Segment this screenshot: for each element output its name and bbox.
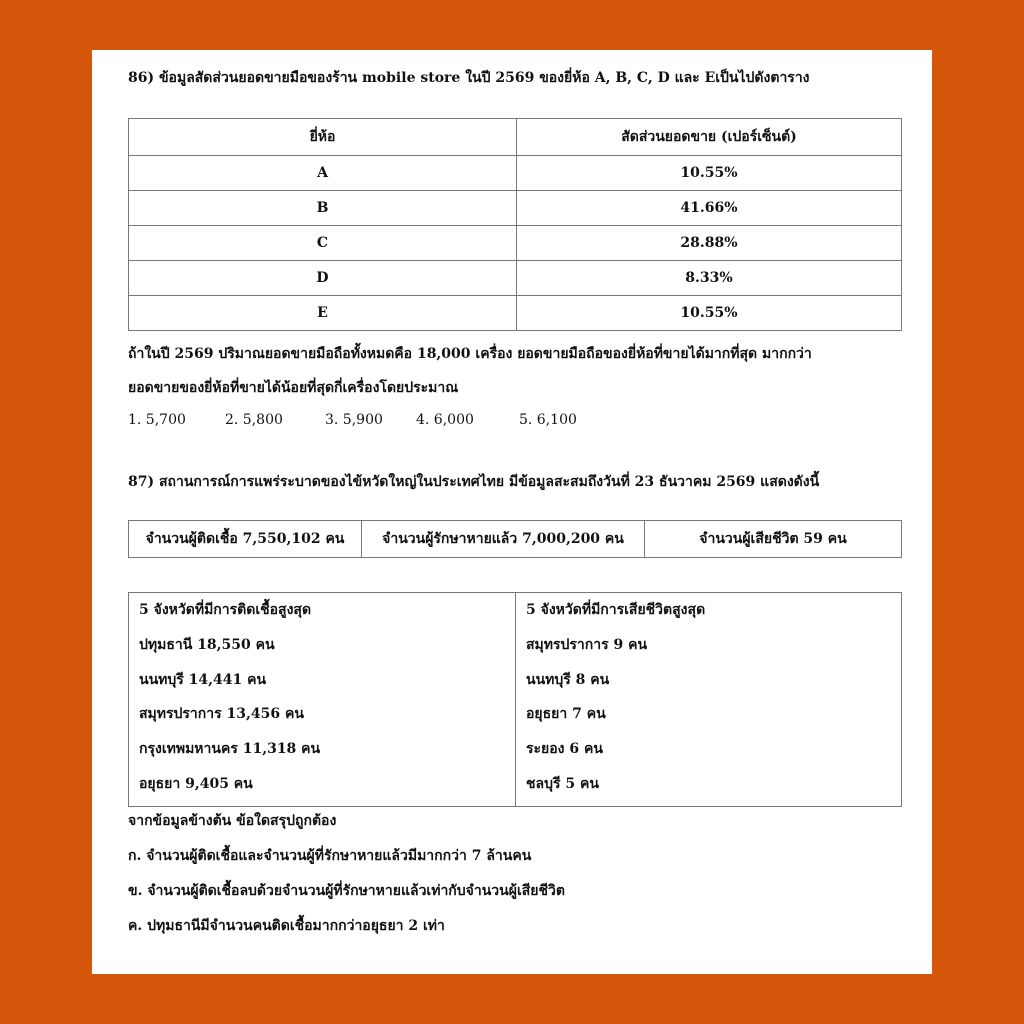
share-cell: 10.55%: [517, 156, 902, 191]
q86-title: 86) ข้อมูลสัดส่วนยอดขายมือของร้าน mobile store ในปี 2569 ของยี่ห้อ A, B, C, D และ Eเป็นไปดังตาราง: [128, 70, 810, 86]
share-cell: 10.55%: [517, 296, 902, 331]
brand-cell: E: [129, 296, 517, 331]
table-row: [129, 156, 902, 191]
list-item: กรุงเทพมหานคร 11,318 คน: [139, 741, 321, 758]
choice-2[interactable]: 2. 5,800: [225, 412, 283, 428]
list-item: อยุธยา 7 คน: [526, 706, 606, 723]
table-row: [129, 226, 902, 261]
statement-a: ก. จำนวนผู้ติดเชื้อและจำนวนผู้ที่รักษาหายแล้วมีมากกว่า 7 ล้านคน: [128, 848, 532, 864]
q87-question: จากข้อมูลข้างต้น ข้อใดสรุปถูกต้อง: [128, 813, 337, 829]
brand-cell: A: [129, 156, 517, 191]
q87-title: 87) สถานการณ์การแพร่ระบาดของไข้หวัดใหญ่ในประเทศไทย มีข้อมูลสะสมถึงวันที่ 23 ธันวาคม 2569 แสดงดังนี้: [128, 474, 820, 490]
statement-b: ข. จำนวนผู้ติดเชื้อลบด้วยจำนวนผู้ที่รักษาหายแล้วเท่ากับจำนวนผู้เสียชีวิต: [128, 883, 565, 899]
share-cell: 8.33%: [517, 261, 902, 296]
list-item: สมุทรปราการ 9 คน: [526, 636, 648, 653]
deaths-header: 5 จังหวัดที่มีการเสียชีวิตสูงสุด: [526, 602, 706, 618]
summary-deaths: จำนวนผู้เสียชีวิต 59 คน: [645, 521, 902, 558]
summary-row: [129, 521, 902, 558]
table-header-row: [129, 119, 902, 156]
choice-5[interactable]: 5. 6,100: [519, 412, 577, 428]
q87-summary-table: [128, 520, 902, 558]
summary-recovered: จำนวนผู้รักษาหายแล้ว 7,000,200 คน: [362, 521, 645, 558]
q87-province-table: [128, 592, 902, 807]
list-item: ปทุมธานี 18,550 คน: [139, 636, 275, 653]
brand-cell: D: [129, 261, 517, 296]
share-cell: 41.66%: [517, 191, 902, 226]
table-row: [129, 261, 902, 296]
brand-cell: C: [129, 226, 517, 261]
q86-sales-table: [128, 118, 902, 331]
list-item: ระยอง 6 คน: [526, 741, 603, 758]
statement-c: ค. ปทุมธานีมีจำนวนคนติดเชื้อมากกว่าอยุธยา 2 เท่า: [128, 918, 445, 934]
header-brand: ยี่ห้อ: [129, 119, 517, 156]
infections-header: 5 จังหวัดที่มีการติดเชื้อสูงสุด: [139, 602, 312, 618]
list-item: อยุธยา 9,405 คน: [139, 775, 253, 792]
q86-question-line1: ถ้าในปี 2569 ปริมาณยอดขายมือถือทั้งหมดคือ 18,000 เครื่อง ยอดขายมือถือของยี่ห้อที่ขายได้มากที่สุด มากกว่า: [128, 346, 812, 362]
brand-cell: B: [129, 191, 517, 226]
choice-4[interactable]: 4. 6,000: [416, 412, 474, 428]
share-cell: 28.88%: [517, 226, 902, 261]
infections-column: [129, 593, 516, 807]
header-share: สัดส่วนยอดขาย (เปอร์เซ็นต์): [517, 119, 902, 156]
list-item: นนทบุรี 14,441 คน: [139, 671, 267, 688]
summary-infected: จำนวนผู้ติดเชื้อ 7,550,102 คน: [129, 521, 362, 558]
list-item: สมุทรปราการ 13,456 คน: [139, 706, 304, 723]
table-row: [129, 191, 902, 226]
choice-3[interactable]: 3. 5,900: [325, 412, 383, 428]
document-page: [92, 50, 932, 974]
table-row: [129, 296, 902, 331]
list-item: ชลบุรี 5 คน: [526, 775, 599, 792]
q86-choices: [128, 412, 902, 432]
deaths-column: [516, 593, 902, 807]
province-row: [129, 593, 902, 807]
q86-question-line2: ยอดขายของยี่ห้อที่ขายได้น้อยที่สุดกี่เครื่องโดยประมาณ: [128, 380, 459, 396]
choice-1[interactable]: 1. 5,700: [128, 412, 186, 428]
list-item: นนทบุรี 8 คน: [526, 671, 610, 688]
